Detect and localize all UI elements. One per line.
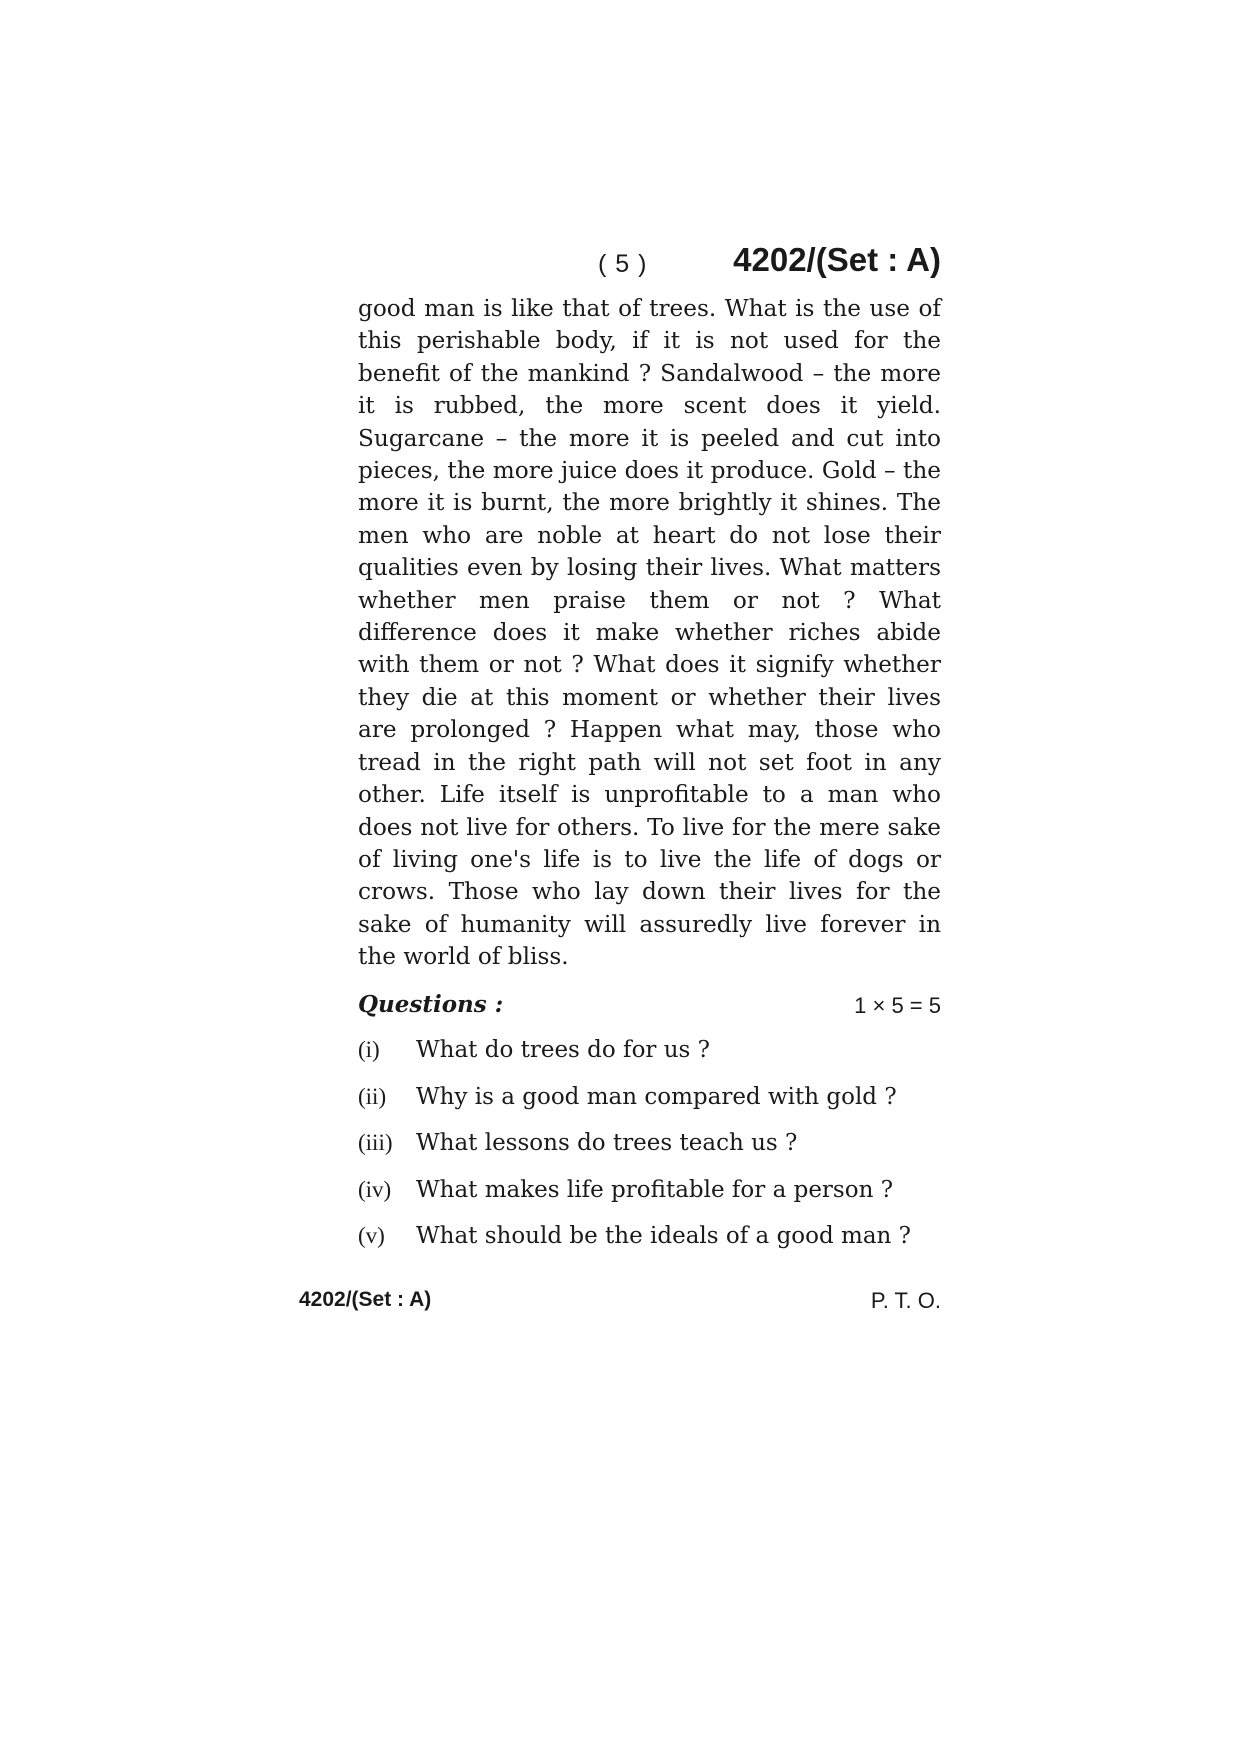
passage-text: good man is like that of trees. What is the use of this perishable body, if it is not used for the benefit of the mankind ? Sandalwood – the more it is rubbed, the more scent does it yield. Sugarcane – the more it is peeled and cut into pieces, the more juice does it produce. Gold – the more it is burnt, the more brightly it shines. The men who are noble at heart do not lose their qualities even by losing their lives. What matters whether men praise them or not ? What difference does it make whether riches abide with them or not ? What does it signify whether they die at this moment or whether their lives are prolonged ? Happen what may, those who tread in the right path will not set foot in any other. Life itself is unprofitable to a man who does not live for others. To live for the mere sake of living one's life is to live the life of dogs or crows. Those who lay down their lives for the sake of humanity will assuredly live forever in the world of bliss. [358, 295, 941, 971]
question-number: (i) [358, 1037, 380, 1062]
question-item [358, 1130, 941, 1177]
question-item [358, 1084, 941, 1131]
question-number: (ii) [358, 1083, 387, 1109]
question-list [358, 1037, 941, 1270]
questions-title: Questions : [358, 991, 504, 1018]
question-text: What do trees do for us ? [416, 1037, 710, 1063]
question-number: (iv) [358, 1176, 392, 1202]
question-text: What makes life profitable for a person ? [416, 1176, 894, 1203]
header-set-code: 4202/(Set : A) [733, 241, 941, 278]
footer-set-code: 4202/(Set : A) [299, 1288, 432, 1311]
question-item [358, 1223, 941, 1270]
page-number: ( 5 ) [598, 250, 648, 278]
question-text: Why is a good man compared with gold ? [416, 1083, 897, 1110]
question-number: (v) [358, 1223, 385, 1248]
question-text: What should be the ideals of a good man ? [416, 1223, 912, 1249]
marks-allocation: 1 × 5 = 5 [854, 993, 941, 1018]
question-text: What lessons do trees teach us ? [416, 1130, 798, 1156]
footer-pto: P. T. O. [870, 1288, 941, 1313]
questions-header [358, 991, 941, 1021]
question-item [358, 1037, 941, 1084]
question-item [358, 1177, 941, 1224]
question-number: (iii) [358, 1130, 393, 1155]
